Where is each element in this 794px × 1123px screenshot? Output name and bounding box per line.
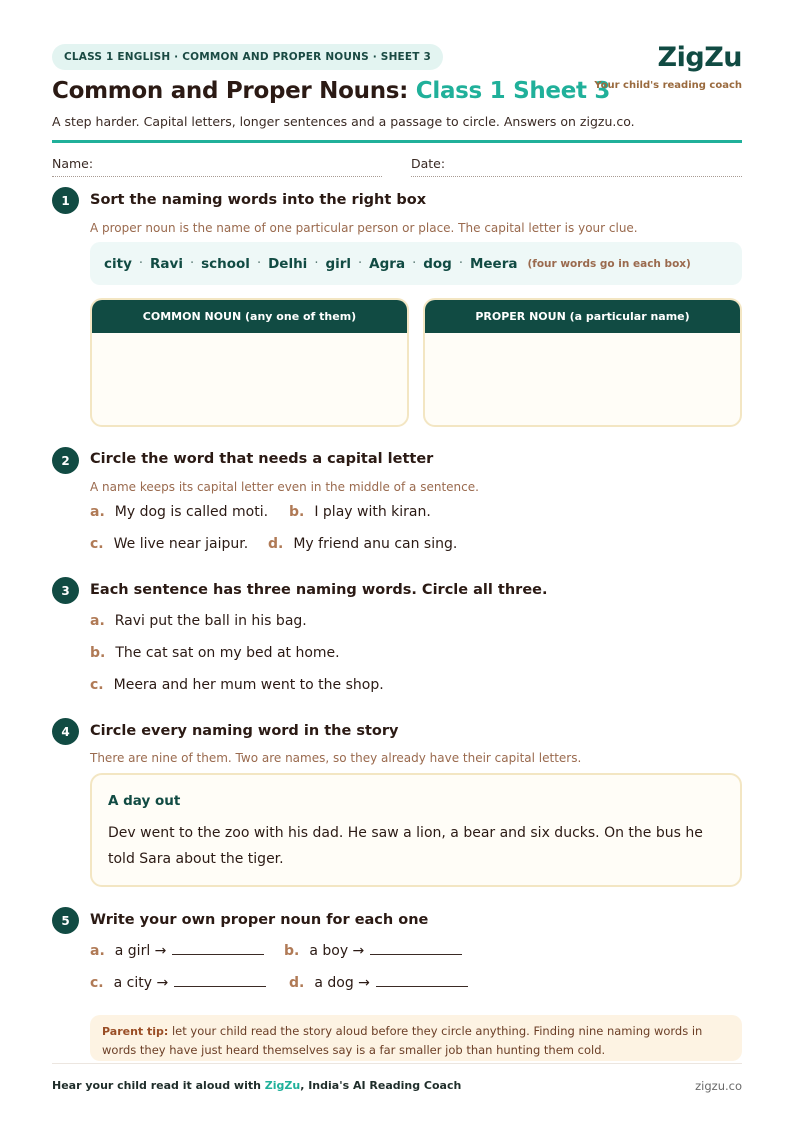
question-3-item[interactable] [90, 613, 307, 629]
question-3-number: 3 [52, 577, 79, 604]
word-bank-word: school [201, 255, 250, 272]
common-noun-box-header: COMMON NOUN (any one of them) [92, 300, 407, 333]
word-bank-word: Meera [469, 255, 518, 272]
question-5-item [284, 942, 462, 959]
parent-tip-label: Parent tip: [102, 1025, 169, 1038]
worksheet-page [52, 0, 742, 1123]
answer-blank[interactable] [172, 942, 264, 955]
question-1-hint: A proper noun is the name of one particular person or place. The capital letter is your clue. [90, 221, 638, 235]
word-separator: · [314, 256, 319, 271]
question-2-item[interactable] [90, 536, 248, 552]
question-1-title: Sort the naming words into the right box [90, 192, 427, 208]
item-letter: a. [90, 943, 105, 959]
item-text: I play with kiran. [314, 504, 431, 520]
question-5-number: 5 [52, 907, 79, 934]
question-3-item[interactable] [90, 677, 384, 693]
item-letter: b. [90, 645, 106, 661]
answer-blank[interactable] [174, 974, 266, 987]
logo-tagline: Your child's reading coach [594, 80, 742, 91]
word-bank [90, 242, 742, 285]
word-separator: · [412, 256, 417, 271]
answer-blank[interactable] [376, 974, 468, 987]
common-noun-box[interactable] [90, 298, 409, 427]
name-label: Name: [52, 156, 94, 171]
name-field[interactable] [52, 156, 382, 177]
word-bank-word: city [104, 255, 132, 272]
item-text: My friend anu can sing. [293, 536, 458, 552]
item-text: Ravi put the ball in his bag. [114, 613, 307, 629]
proper-noun-box[interactable] [423, 298, 742, 427]
question-3-item[interactable] [90, 645, 340, 661]
word-bank-word: Ravi [150, 255, 183, 272]
item-letter: c. [90, 975, 104, 991]
title-main: Common and Proper Nouns: [52, 78, 416, 104]
footer-rule [52, 1063, 742, 1064]
footer-suffix: , India's AI Reading Coach [300, 1079, 462, 1092]
item-text: My dog is called moti. [114, 504, 269, 520]
word-bank-word: girl [325, 255, 352, 272]
parent-tip [90, 1015, 742, 1061]
story-title: A day out [108, 793, 181, 809]
word-separator: · [358, 256, 363, 271]
question-4-hint: There are nine of them. Two are names, so they already have their capital letters. [90, 751, 582, 765]
item-letter: b. [289, 504, 305, 520]
answer-blank[interactable] [370, 942, 462, 955]
question-5-title: Write your own proper noun for each one [90, 912, 429, 928]
word-bank-word: dog [423, 255, 452, 272]
question-3-title: Each sentence has three naming words. Circle all three. [90, 582, 548, 598]
question-5-item [289, 974, 468, 991]
item-text: a boy → [309, 943, 365, 959]
item-text: Meera and her mum went to the shop. [113, 677, 384, 693]
question-1-number: 1 [52, 187, 79, 214]
page-title [52, 78, 610, 104]
item-letter: c. [90, 677, 104, 693]
word-separator: · [458, 256, 463, 271]
question-4-number: 4 [52, 718, 79, 745]
word-separator: · [138, 256, 144, 271]
series-label: CLASS 1 ENGLISH · COMMON AND PROPER NOUNS · SHEET 3 [52, 44, 443, 70]
subtitle: A step harder. Capital letters, longer sentences and a passage to circle. Answers on zigzu.co. [52, 114, 635, 129]
parent-tip-text: let your child read the story aloud before they circle anything. Finding nine naming words in words they have just heard themselves say is a far smaller job than hunting them cold. [102, 1024, 703, 1057]
header-rule [52, 140, 742, 143]
question-2-item[interactable] [289, 504, 431, 520]
story-text: Dev went to the zoo with his dad. He saw a lion, a bear and six ducks. On the bus he told Sara about the tiger. [108, 825, 703, 867]
item-letter: a. [90, 613, 105, 629]
question-2-item[interactable] [268, 536, 457, 552]
title-accent: Class 1 Sheet 3 [415, 78, 611, 104]
question-5-item [90, 942, 264, 959]
item-text: We live near jaipur. [113, 536, 249, 552]
footer-url[interactable]: zigzu.co [695, 1079, 742, 1093]
zigzu-logo [594, 40, 742, 91]
proper-noun-box-header: PROPER NOUN (a particular name) [425, 300, 740, 333]
word-separator: · [189, 256, 195, 271]
word-bank-word: Agra [369, 255, 406, 272]
item-letter: d. [268, 536, 284, 552]
item-letter: a. [90, 504, 105, 520]
date-field[interactable] [411, 156, 742, 177]
item-letter: c. [90, 536, 104, 552]
question-2-item[interactable] [90, 504, 268, 520]
question-2-title: Circle the word that needs a capital letter [90, 451, 434, 467]
question-2-hint: A name keeps its capital letter even in the middle of a sentence. [90, 480, 479, 494]
item-text: a city → [113, 975, 169, 991]
question-4-title: Circle every naming word in the story [90, 723, 399, 739]
item-letter: d. [289, 975, 305, 991]
footer-prefix: Hear your child read it aloud with [52, 1079, 265, 1092]
word-separator: · [256, 256, 262, 271]
item-text: a girl → [114, 943, 167, 959]
item-text: The cat sat on my bed at home. [115, 645, 340, 661]
item-text: a dog → [314, 975, 370, 991]
word-bank-note: (four words go in each box) [527, 257, 691, 270]
question-2-number: 2 [52, 447, 79, 474]
footer-brand: ZigZu [264, 1079, 301, 1092]
footer-cta [52, 1079, 461, 1092]
story-box[interactable] [90, 773, 742, 887]
logo-word: ZigZu [657, 42, 742, 73]
item-letter: b. [284, 943, 300, 959]
word-bank-word: Delhi [268, 255, 308, 272]
question-5-item [90, 974, 266, 991]
date-label: Date: [411, 156, 446, 171]
